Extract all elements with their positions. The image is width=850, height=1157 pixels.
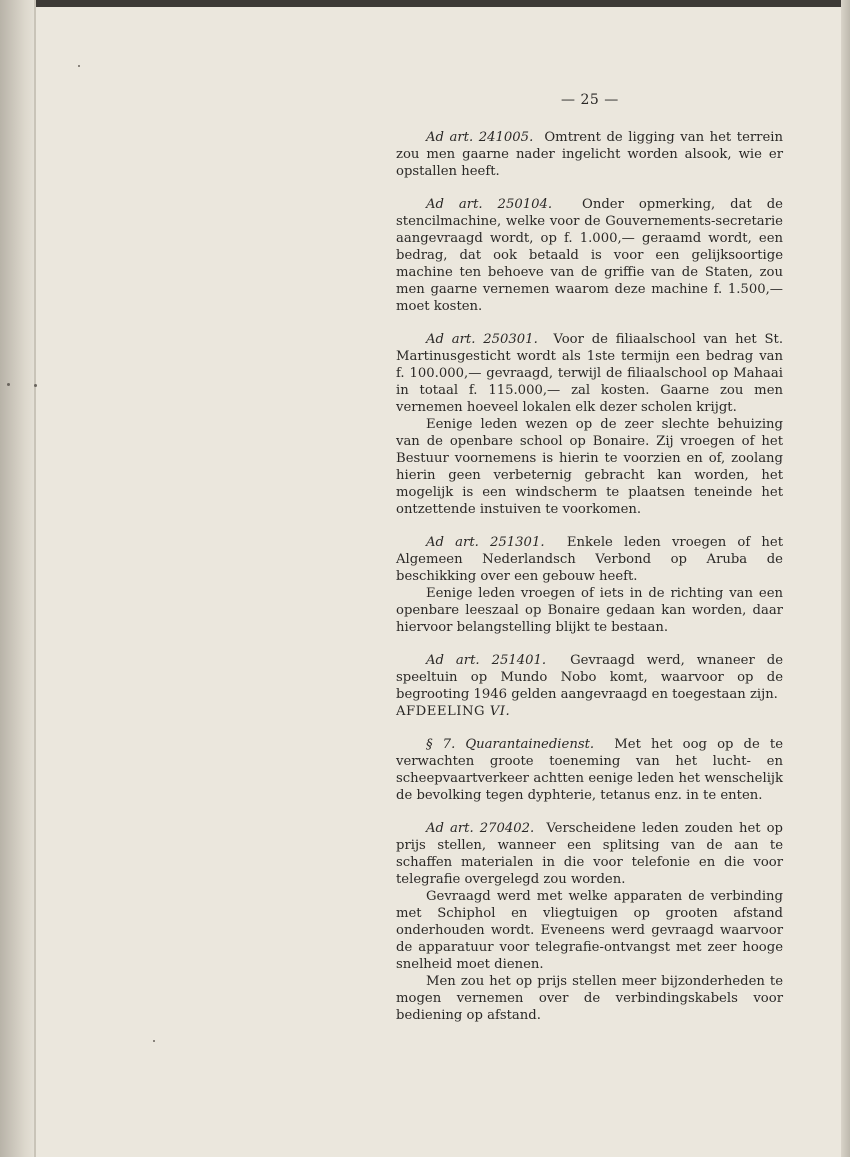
paragraph [396,196,783,315]
paragraph [396,888,783,973]
paragraph [396,820,783,888]
scan-speck [34,384,37,387]
paragraph [396,331,783,416]
section-ref: § 7. Quarantainedienst. [426,737,595,752]
scan-speck [78,65,80,67]
paragraph [396,416,783,518]
paragraph-text: Gevraagd werd, wnaneer de speeltuin op Mundo Nobo komt, waarvoor op de begrooting 1946 gelden aangevraagd en toegestaan zijn. [396,653,784,702]
article-ref: Ad art. 250301. [426,332,538,347]
article-ref: Ad art. 251401. [426,653,547,668]
article-ref: Ad art. 241005. [426,130,534,145]
paragraph-text: Men zou het op prijs stellen meer bijzonderheden te mogen vernemen over de verbindingskabels voor bediening op afstand. [396,974,783,1023]
paragraph [396,973,783,1024]
paragraph [396,129,783,180]
page-number: — 25 — [561,92,619,108]
text-column [396,129,783,1024]
article-ref: Ad art. 251301. [426,535,545,550]
paragraph-text: Met het oog op de te verwachten groote toeneming van het lucht- en scheepvaartverkeer achtten eenige leden het wenschelijk de bevolking tegen dyphterie, tetanus enz. in te enten. [396,737,784,803]
article-ref: Ad art. 270402. [426,821,535,836]
page-fold [34,0,36,1157]
paragraph [396,652,783,703]
section-heading-label: AFDEELING [396,704,486,719]
section-heading-numeral: VI. [489,704,511,719]
paragraph-text: Verscheidene leden zouden het op prijs stellen, wanneer een splitsing van de aan te schaffen materialen in die voor telefonie en die voor telegrafie overgelegd zou worden. [396,821,784,887]
paragraph-text: Voor de filiaalschool van het St. Martinusgesticht wordt als 1ste termijn een bedrag van f. 100.000,— gevraagd, terwijl de filiaalschool op Mahaai in totaal f. 115.000,— zal kosten. Gaarne zou men vernemen hoeveel lokalen elk dezer scholen krijgt. [396,332,784,415]
article-ref: Ad art. 250104. [426,197,553,212]
scan-top-edge [0,0,850,7]
paragraph [396,736,783,804]
paragraph [396,585,783,636]
paragraph [396,534,783,585]
paragraph-text: Enkele leden vroegen of het Algemeen Nederlandsch Verbond op Aruba de beschikking over een gebouw heeft. [396,535,783,584]
scan-right-edge [841,0,850,1157]
paragraph-text: Eenige leden wezen op de zeer slechte behuizing van de openbare school op Bonaire. Zij vroegen of het Bestuur voornemens is hierin te voorzien en of, zoolang hierin geen verbeternig gebracht kan worden, het mogelijk is een windscherm te plaatsen teneinde het ontzettende instuiven te voorkomen. [396,417,783,517]
paragraph-text: Gevraagd werd met welke apparaten de verbinding met Schiphol en vliegtuigen op grooten afstand onderhouden wordt. Eveneens werd gevraagd waarvoor de apparatuur voor telegrafie-ontvangst met zeer hooge snelheid moet dienen. [396,889,783,972]
paragraph-text: Omtrent de ligging van het terrein zou men gaarne nader ingelicht worden alsook, wie er opstallen heeft. [396,130,783,179]
paragraph-text: Onder opmerking, dat de stencilmachine, welke voor de Gouvernements-secretarie aangevraagd wordt, op f. 1.000,— geraamd wordt, een bedrag, dat ook betaald is voor een gelijksoortige machine ten behoeve van de griffie van de Staten, zou men gaarne vernemen waarom deze machine f. 1.500,— moet kosten. [396,197,783,314]
scan-speck [7,383,10,386]
section-heading [396,703,783,720]
scan-speck [153,1040,155,1042]
paragraph-text: Eenige leden vroegen of iets in de richting van een openbare leeszaal op Bonaire gedaan kan worden, daar hiervoor belangstelling blijkt te bestaan. [396,586,783,635]
scan-left-edge [0,0,36,1157]
